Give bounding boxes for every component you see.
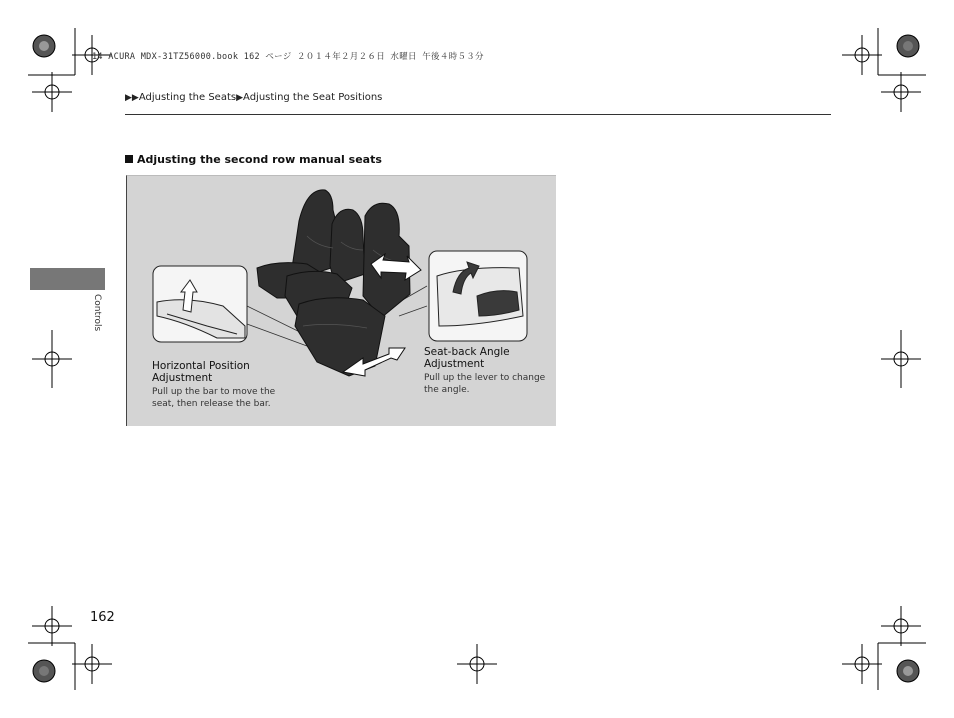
side-tab[interactable] <box>30 268 105 290</box>
print-header: 14 ACURA MDX-31TZ56000.book 162 ページ ２０１４年２月２６日 水曜日 午後４時５３分 <box>92 52 484 62</box>
horizontal-callout <box>152 360 275 410</box>
section-heading <box>125 153 382 166</box>
breadcrumb-separator-icon: ▶ <box>236 93 244 103</box>
horizontal-bar-inset <box>153 266 247 342</box>
horizontal-callout-title-1: Horizontal Position <box>152 360 250 372</box>
breadcrumb <box>125 92 382 103</box>
square-bullet-icon <box>125 155 133 163</box>
breadcrumb-link-subsection[interactable]: Adjusting the Seat Positions <box>243 92 383 103</box>
breadcrumb-link-section[interactable]: Adjusting the Seats <box>138 92 237 103</box>
second-row-seat-icon <box>257 190 410 376</box>
recline-lever-inset <box>429 251 527 341</box>
page-number: 162 <box>90 610 115 625</box>
recline-callout-title-1: Seat-back Angle <box>424 346 510 358</box>
recline-callout-body-2: the angle. <box>424 385 470 395</box>
horizontal-callout-body-1: Pull up the bar to move the <box>152 387 276 397</box>
recline-callout-title-2: Adjustment <box>424 358 485 370</box>
section-heading-text: Adjusting the second row manual seats <box>137 153 382 166</box>
breadcrumb-arrow-icon: ▶▶ <box>125 93 139 103</box>
header-rule <box>125 114 831 115</box>
horizontal-callout-body-2: seat, then release the bar. <box>152 399 271 409</box>
side-tab-label: Controls <box>92 294 102 332</box>
horizontal-callout-title-2: Adjustment <box>152 372 213 384</box>
recline-callout <box>424 346 545 396</box>
seat-adjustment-figure <box>126 175 556 426</box>
recline-callout-body-1: Pull up the lever to change <box>424 373 546 383</box>
